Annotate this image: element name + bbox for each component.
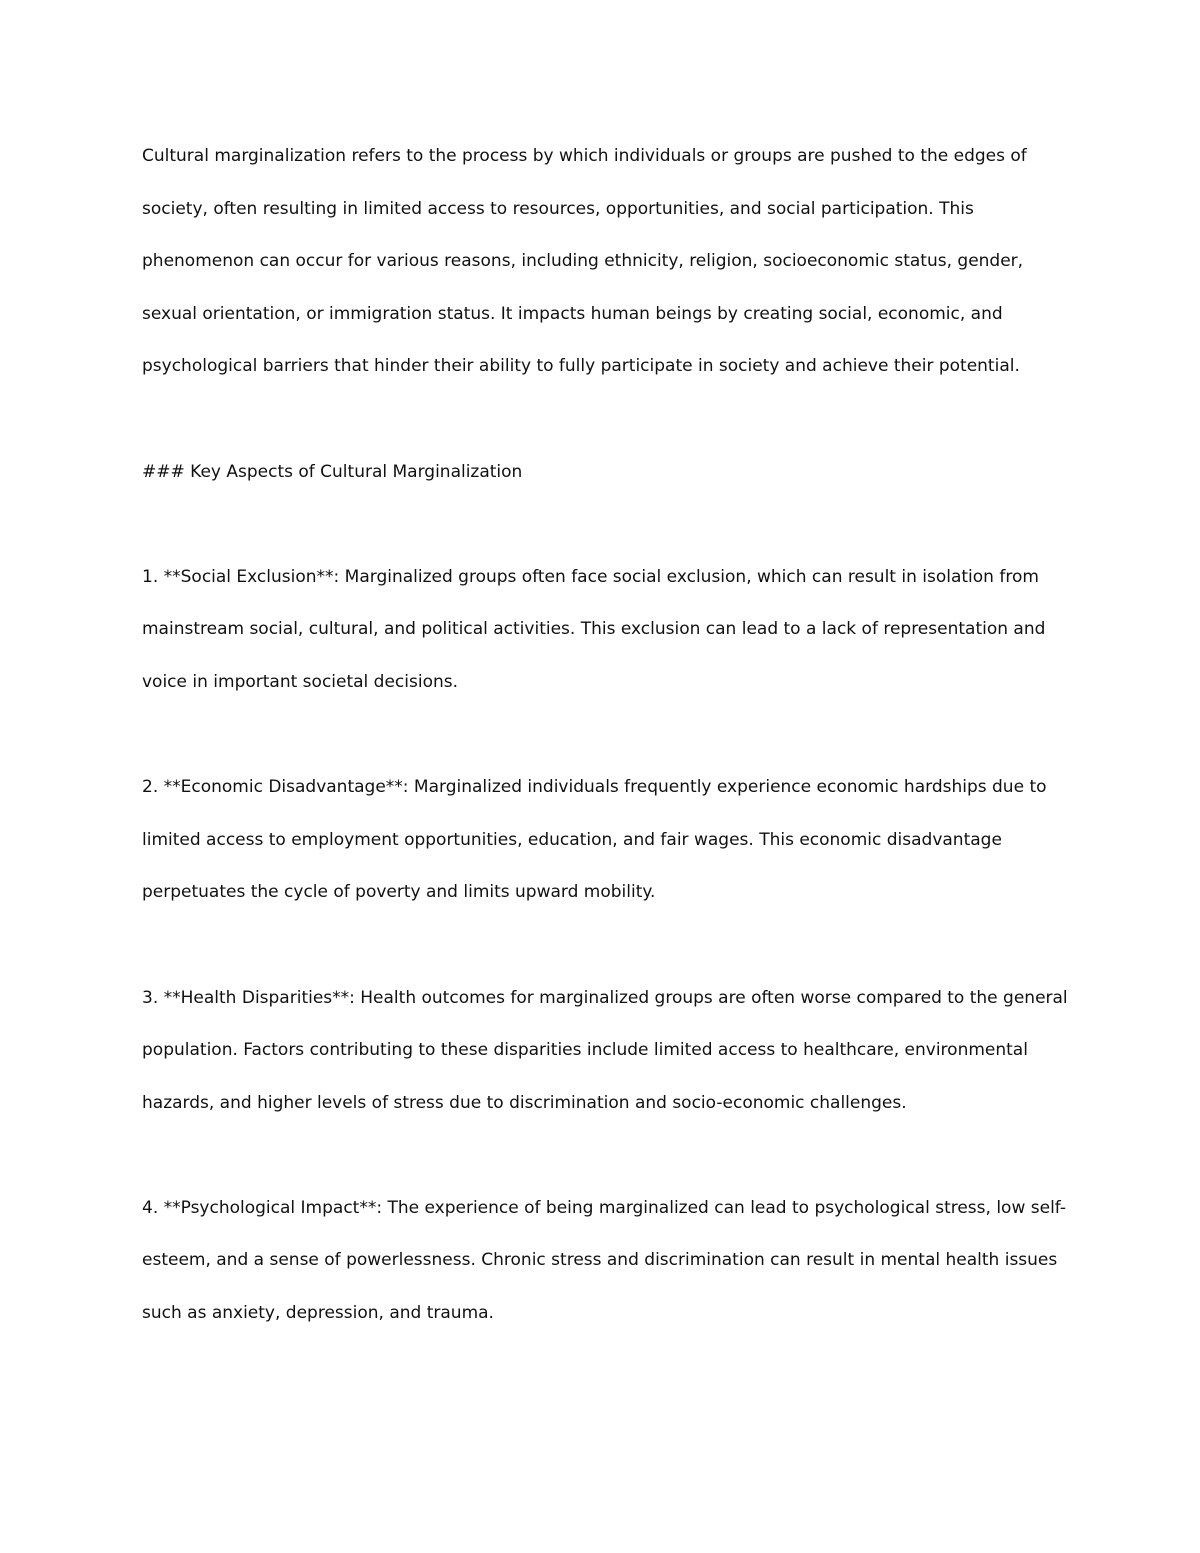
list-item-economic-disadvantage: 2. **Economic Disadvantage**: Marginalized individuals frequently experience economic hardships due to limited access to employment opportunities, education, and fair wages. This economic disadvantage perpetuates the cycle of poverty and limits upward mobility. bbox=[142, 777, 1047, 903]
list-item-psychological-impact: 4. **Psychological Impact**: The experience of being marginalized can lead to psychological stress, low self-esteem, and a sense of powerlessness. Chronic stress and discrimination can result in mental health issues such as anxiety, depression, and trauma. bbox=[142, 1197, 1066, 1324]
list-item-health-disparities: 3. **Health Disparities**: Health outcomes for marginalized groups are often worse compared to the general population. Factors contributing to these disparities include limited access to healthcare, environmental hazards, and higher levels of stress due to discrimination and socio-economic challenges. bbox=[142, 987, 1068, 1113]
section-heading: ### Key Aspects of Cultural Marginalization bbox=[142, 461, 523, 482]
intro-paragraph: Cultural marginalization refers to the process by which individuals or groups are pushed to the edges of society, often resulting in limited access to resources, opportunities, and social participation. This phenomenon can occur for various reasons, including ethnicity, religion, socioeconomic status, gender, sexual orientation, or immigration status. It impacts human beings by creating social, economic, and psychological barriers that hinder their ability to fully participate in society and achieve their potential. bbox=[142, 146, 1027, 377]
list-item-social-exclusion: 1. **Social Exclusion**: Marginalized groups often face social exclusion, which can result in isolation from mainstream social, cultural, and political activities. This exclusion can lead to a lack of representation and voice in important societal decisions. bbox=[142, 566, 1046, 692]
document-body bbox=[142, 130, 1072, 1392]
